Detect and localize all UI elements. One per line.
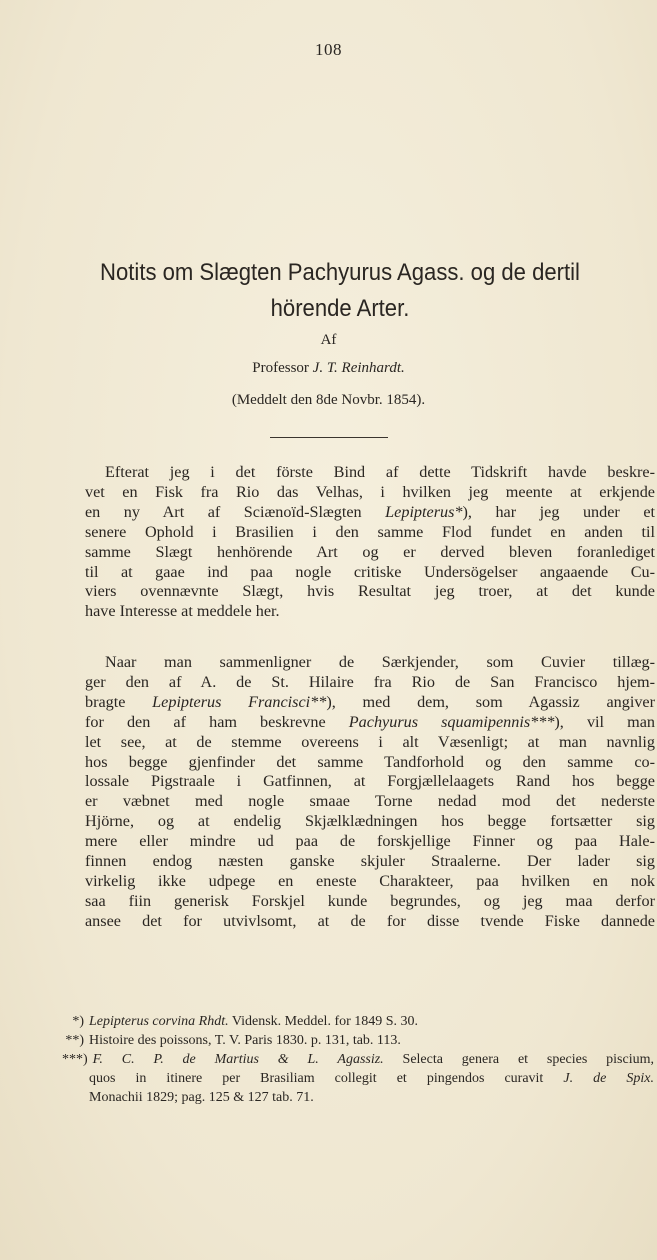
paragraph-1-text: en ny Art af Sciænoïd-Slægten bbox=[85, 502, 386, 521]
paragraph-2-line: virkelig ikke udpege en eneste Charakteer, paa hvilken en nok bbox=[85, 871, 655, 890]
paragraph-2-text: bragte bbox=[85, 692, 153, 711]
footnote-text: Monachii 1829; pag. 125 & 127 tab. 71. bbox=[89, 1090, 314, 1105]
lepipterus-ref: Lepipterus* bbox=[385, 502, 463, 521]
footnote-mark: *) bbox=[72, 1014, 84, 1029]
footnote-text: quos in itinere per Brasiliam collegit et pingendos curavit bbox=[89, 1071, 564, 1086]
paragraph-2-line bbox=[85, 693, 655, 713]
paragraph-2-line: hos begge gjenfinder det samme Tandforhold og den samme co- bbox=[85, 752, 655, 771]
paragraph-1-line: samme Slægt henhörende Art og er derved bleven foranlediget bbox=[85, 542, 655, 561]
paragraph-2-line: ansee det for utvivlsomt, at de for disse tvende Fiske dannede bbox=[85, 911, 655, 930]
paragraph-2-text: ), vil man bbox=[554, 712, 656, 731]
author-prefix: Professor bbox=[252, 360, 313, 376]
paragraph-2-line: finnen endog næsten ganske skjuler Straalerne. Der lader sig bbox=[85, 852, 655, 871]
paragraph-2-line: Hjörne, og at endelig Skjælklædningen hos begge fortsætter sig bbox=[85, 812, 655, 831]
paragraph-1-text: ), har jeg under et bbox=[462, 502, 656, 521]
paragraph-1-line: viers ovennævnte Slægt, hvis Resultat jeg troer, at det kunde bbox=[85, 582, 655, 601]
title-line-2: hörende Arter. bbox=[270, 295, 410, 322]
footnote-text: Vidensk. Meddel. for 1849 S. 30. bbox=[228, 1014, 419, 1029]
author-line bbox=[0, 360, 657, 377]
footnote-3-continued bbox=[62, 1069, 654, 1088]
footnote-1 bbox=[62, 1012, 654, 1031]
paragraph-1 bbox=[85, 463, 655, 622]
paragraph-2-line: mere eller mindre ud paa de forskjellige Finner og paa Hale- bbox=[85, 832, 655, 851]
paragraph-2-line bbox=[85, 713, 655, 733]
paragraph-2-line: lossale Pigstraale i Gatfinnen, at Forgjællelaagets Rand hos begge bbox=[85, 772, 655, 791]
footnote-italic: J. de Spix. bbox=[563, 1071, 655, 1086]
paragraph-2-line: saa fiin generisk Forskjel kunde begrundes, og jeg maa derfor bbox=[85, 891, 655, 910]
paragraph-1-line: Efterat jeg i det förste Bind af dette Tidskrift havde beskre- bbox=[105, 463, 655, 481]
page-number: 108 bbox=[315, 40, 342, 59]
paragraph-2-text: ), med dem, som Agassiz angiver bbox=[326, 692, 655, 711]
footnote-mark: **) bbox=[65, 1033, 84, 1048]
paragraph-1-line: til at gaae ind paa nogle critiske Undersögelser angaaende Cu- bbox=[85, 562, 655, 581]
footnote-2 bbox=[62, 1031, 654, 1050]
paragraph-1-line: have Interesse at meddele her. bbox=[85, 602, 280, 621]
article-title bbox=[82, 255, 597, 327]
footnote-3-continued bbox=[62, 1088, 654, 1107]
author-name: J. T. Reinhardt. bbox=[312, 360, 405, 376]
footnotes bbox=[62, 1012, 654, 1107]
paragraph-2-line: Naar man sammenligner de Særkjender, som Cuvier tillæg- bbox=[105, 653, 655, 671]
pachyurus-squamipennis-ref: Pachyurus squamipennis*** bbox=[348, 712, 555, 731]
byline-af: Af bbox=[320, 332, 337, 348]
separator-rule bbox=[270, 437, 388, 438]
footnote-text: Histoire des poissons, T. V. Paris 1830. p. 131, tab. 113. bbox=[89, 1033, 401, 1048]
paragraph-1-line: senere Ophold i Brasilien i den samme Flod fundet en anden til bbox=[85, 522, 655, 541]
paragraph-2-line: er væbnet med nogle smaae Torne nedad mod det nederste bbox=[85, 792, 655, 811]
paragraph-2-line: ger den af A. de St. Hilaire fra Rio de San Francisco hjem- bbox=[85, 672, 655, 691]
footnote-3 bbox=[62, 1050, 654, 1069]
footnote-italic: F. C. P. de Martius & L. Agassiz. bbox=[92, 1052, 384, 1067]
paragraph-1-line bbox=[85, 503, 655, 523]
paragraph-2-line: let see, at de stemme overeens i alt Væsenligt; at man navnlig bbox=[85, 732, 655, 751]
paragraph-1-line: vet en Fisk fra Rio das Velhas, i hvilken jeg meente at erkjende bbox=[85, 482, 655, 501]
communicated-date: (Meddelt den 8de Novbr. 1854). bbox=[231, 392, 426, 408]
footnote-text: Selecta genera et species piscium, bbox=[383, 1052, 654, 1067]
lepipterus-francisci-ref: Lepipterus Francisci** bbox=[152, 692, 327, 711]
title-line-1: Notits om Slægten Pachyurus Agass. og de dertil bbox=[100, 259, 580, 286]
paragraph-2-text: for den af ham beskrevne bbox=[85, 712, 349, 731]
paragraph-2 bbox=[85, 653, 655, 932]
footnote-mark: ***) bbox=[62, 1052, 88, 1067]
footnote-italic: Lepipterus corvina Rhdt. bbox=[89, 1014, 229, 1029]
